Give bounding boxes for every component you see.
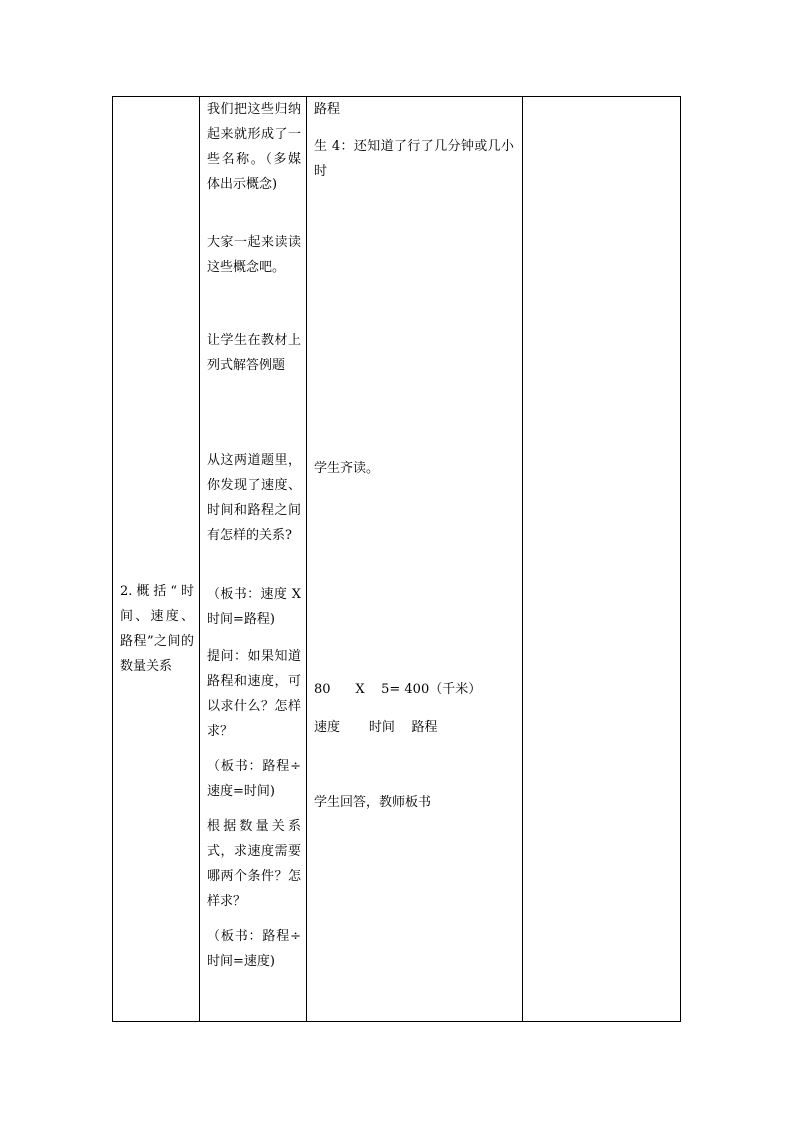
teacher-paragraph	[207, 328, 301, 378]
board-note-text: （板书：路程÷速度=时间)	[207, 759, 301, 799]
teacher-text: 让学生在教材上列式解答例题	[207, 333, 301, 373]
lesson-table	[112, 96, 681, 1022]
teacher-text: 大家一起来读读这些概念吧。	[207, 235, 301, 275]
student-text: 学生齐读。	[314, 461, 380, 476]
student-text: 学生回答，教师板书	[314, 795, 432, 810]
student-paragraph	[314, 134, 514, 184]
column-divider	[199, 96, 200, 1022]
teacher-text: 提问：如果知道路程和速度，可以求什么？怎样求？	[207, 649, 301, 739]
column-divider	[306, 96, 307, 1022]
student-paragraph	[314, 790, 514, 815]
formula-text: 80 X 5= 400（千米）	[314, 682, 482, 697]
teacher-text: 根据数量关系式，求速度需要哪两个条件？怎样求？	[207, 819, 301, 909]
teacher-paragraph	[207, 448, 301, 548]
formula-line	[314, 677, 514, 702]
student-text: 生 4：还知道了行了几分钟或几小时	[314, 139, 514, 179]
teacher-paragraph	[207, 97, 301, 197]
formula-labels-text: 速度 时间 路程	[314, 720, 438, 735]
board-note	[207, 754, 301, 804]
column-divider	[522, 96, 523, 1022]
student-paragraph	[314, 97, 514, 122]
teacher-question	[207, 814, 301, 914]
section-title: 2.概括“时间、速度、路程”之间的数量关系	[120, 584, 194, 674]
board-note-text: （板书：速度 X 时间=路程)	[207, 587, 301, 627]
section-title-cell	[120, 579, 194, 679]
board-note-text: （板书：路程÷时间=速度)	[207, 929, 301, 969]
student-text: 路程	[314, 102, 341, 117]
teacher-paragraph	[207, 230, 301, 280]
teacher-text: 从这两道题里，你发现了速度、时间和路程之间有怎样的关系?	[207, 453, 301, 543]
teacher-question	[207, 644, 301, 744]
teacher-text: 我们把这些归纳起来就形成了一些名称。（多媒体出示概念)	[207, 102, 301, 192]
student-paragraph	[314, 456, 514, 481]
board-note	[207, 582, 301, 632]
board-note	[207, 924, 301, 974]
formula-labels	[314, 715, 514, 740]
